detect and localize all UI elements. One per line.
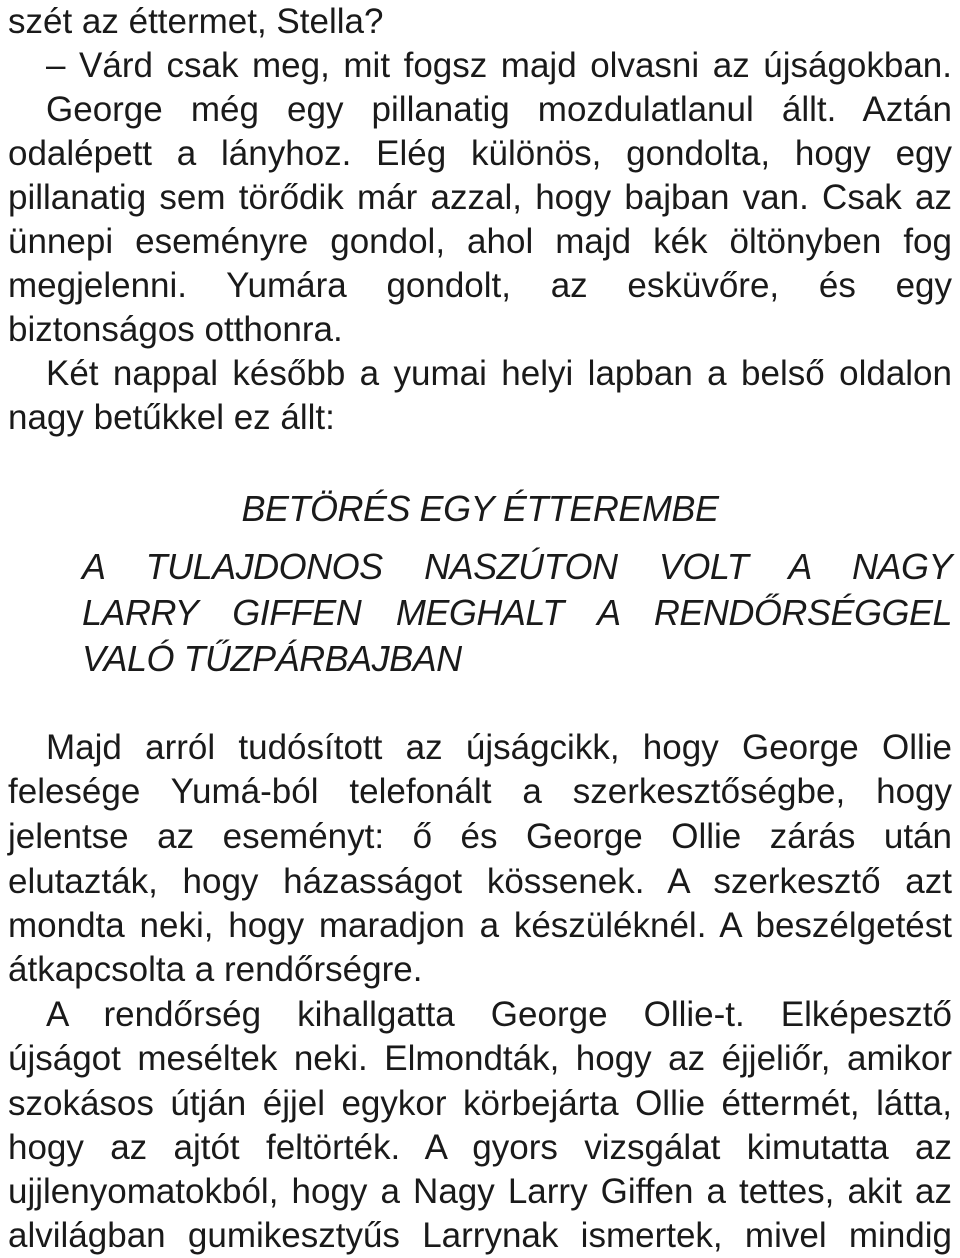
- text-line: szét az éttermet, Stella?: [8, 2, 384, 41]
- text-line: odalépett a lányhoz. Elég különös, gondolta, hogy egy: [8, 134, 952, 173]
- headline-subline: VALÓ TŰZPÁRBAJBAN: [82, 638, 462, 679]
- headline-subline: LARRY GIFFEN MEGHALT A RENDŐRSÉGGEL: [82, 592, 952, 633]
- text-line: jelentse az eseményt: ő és George Ollie zárás után: [8, 817, 952, 856]
- text-line: Majd arról tudósított az újságcikk, hogy George Ollie: [46, 728, 952, 767]
- text-line: George még egy pillanatig mozdulatlanul állt. Aztán: [46, 90, 952, 129]
- text-line: A rendőrség kihallgatta George Ollie-t. Elképesztő: [46, 995, 952, 1034]
- headline-subline: A TULAJDONOS NASZÚTON VOLT A NAGY: [82, 546, 952, 587]
- text-line: szokásos útján éjjel egykor körbejárta Ollie éttermét, látta,: [8, 1084, 952, 1123]
- text-line: újságot meséltek neki. Elmondták, hogy az éjjeliőr, amikor: [8, 1039, 952, 1078]
- text-line: felesége Yumá-ból telefonált a szerkesztőségbe, hogy: [8, 772, 952, 811]
- text-line: megjelenni. Yumára gondolt, az esküvőre, és egy: [8, 266, 952, 305]
- text-line: hogy az ajtót feltörték. A gyors vizsgálat kimutatta az: [8, 1128, 952, 1167]
- text-line: pillanatig sem törődik már azzal, hogy bajban van. Csak az: [8, 178, 952, 217]
- text-line: ünnepi eseményre gondol, ahol majd kék öltönyben fog: [8, 222, 952, 261]
- text-line: biztonságos otthonra.: [8, 310, 343, 349]
- headline-title: BETÖRÉS EGY ÉTTEREMBE: [241, 488, 719, 529]
- text-line: Két nappal később a yumai helyi lapban a belső oldalon: [46, 354, 952, 393]
- text-line: alvilágban gumikesztyűs Larrynak ismertek, mivel mindig: [8, 1216, 952, 1255]
- text-line: mondta neki, hogy maradjon a készüléknél. A beszélgetést: [8, 906, 952, 945]
- text-line: nagy betűkkel ez állt:: [8, 398, 335, 437]
- text-line: átkapcsolta a rendőrségre.: [8, 950, 423, 989]
- text-line: ujjlenyomatokból, hogy a Nagy Larry Giffen a tettes, akit az: [8, 1172, 952, 1211]
- text-line: elutazták, hogy házasságot kössenek. A szerkesztő azt: [8, 862, 952, 901]
- text-line: – Várd csak meg, mit fogsz majd olvasni az újságokban.: [46, 46, 952, 85]
